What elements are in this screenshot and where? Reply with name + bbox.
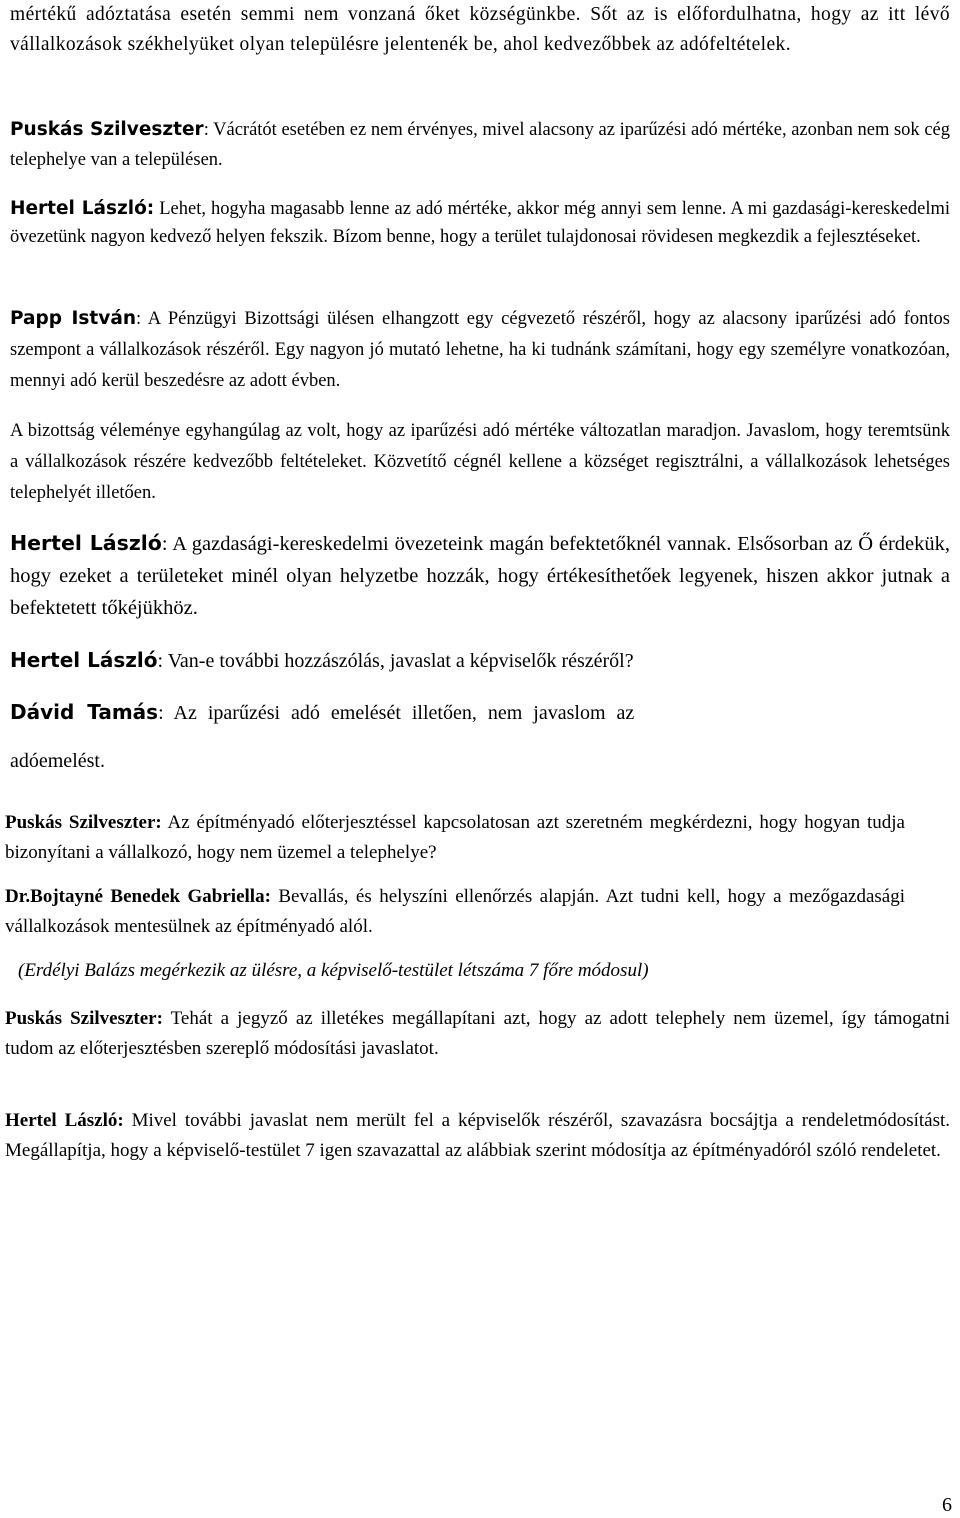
paragraph-text: Lehet, hogyha magasabb lenne az adó mértéke, akkor még annyi sem lenne. A mi gazdasági-kereskedelmi övezetünk nagyon kedvező helyen fekszik. Bízom benne, hogy a terület tulajdonosai rövidesen megkezdik a fejlesztéseket. [10, 199, 951, 247]
paragraph-puskas-3 [5, 1004, 950, 1064]
paragraph-arrival-note [18, 956, 938, 986]
speaker-name: Hertel László [10, 531, 162, 555]
paragraph-text: : A Pénzügyi Bizottsági ülésen elhangzott egy cégvezető részéről, hogy az alacsony iparűzési adó fontos szempont a vállalkozások részéről. Egy nagyon jó mutató lehetne, ha ki tudnánk számítani, hogy egy személyre vonatkozóan, mennyi adó kerül beszedésre az adott évben. [10, 309, 950, 391]
speaker-name: Hertel László: [10, 198, 155, 219]
paragraph-text: : A gazdasági-kereskedelmi övezeteink magán befektetőknél vannak. Elsősorban az Ő érdekük, hogy ezeket a területeket minél olyan helyzetbe hozzák, hogy értékesíthetőek legyenek, hiszen akkor jutnak a befektetett tőkéjükhöz. [10, 533, 950, 619]
paragraph-david [10, 696, 732, 729]
paragraph-papp [10, 303, 950, 397]
speaker-name: Dr.Bojtayné Benedek Gabriella: [5, 886, 271, 907]
speaker-name: Hertel László: [5, 1110, 124, 1131]
speaker-name: Hertel László [10, 648, 158, 672]
paragraph-david-continuation [10, 745, 732, 777]
speaker-name: Puskás Szilveszter [10, 119, 204, 140]
paragraph-puskas-1 [10, 115, 950, 175]
page-number: 6 [942, 1494, 952, 1516]
paragraph-hertel-4 [5, 1106, 950, 1166]
paragraph-continuation [10, 0, 950, 60]
paragraph-text: Bevallás, és helyszíni ellenőrzés alapján. Azt tudni kell, hogy a mezőgazdasági vállalkozások mentesülnek az építményadó alól. [5, 886, 905, 937]
paragraph-text: : Az iparűzési adó emelését illetően, nem javaslom az [158, 702, 635, 724]
paragraph-committee-opinion [10, 416, 950, 509]
paragraph-text: : Van-e további hozzászólás, javaslat a képviselők részéről? [157, 650, 634, 672]
speaker-name: Papp István [10, 308, 136, 329]
paragraph-text: Mivel további javaslat nem merült fel a képviselők részéről, szavazásra bocsájtja a rendeletmódosítást. Megállapítja, hogy a képviselő-testület 7 igen szavazattal az alábbiak szerint módosítja az építményadóról szóló rendeletet. [5, 1110, 951, 1161]
speaker-name: Puskás Szilveszter: [5, 812, 162, 833]
speaker-name: Puskás Szilveszter: [5, 1008, 163, 1029]
paragraph-text: A bizottság véleménye egyhangúlag az volt, hogy az iparűzési adó mértéke változatlan maradjon. Javaslom, hogy teremtsünk a vállalkozások részére kedvezőbb feltételeket. Közvetítő cégnél kellene a községet regisztrálni, a vállalkozások lehetséges telephelyét illetően. [10, 421, 950, 503]
paragraph-text: (Erdélyi Balázs megérkezik az ülésre, a képviselő-testület létszáma 7 főre módosul) [18, 960, 649, 981]
paragraph-bojtayne [5, 882, 905, 942]
paragraph-text: : Vácrátót esetében ez nem érvényes, mivel alacsony az iparűzési adó mértéke, azonban nem sok cég telephelye van a településen. [10, 120, 951, 170]
paragraph-hertel-1 [10, 195, 950, 251]
paragraph-text: adóemelést. [10, 750, 105, 772]
paragraph-puskas-2 [5, 808, 905, 868]
speaker-name: Dávid Tamás [10, 700, 159, 724]
paragraph-hertel-2 [10, 527, 950, 624]
paragraph-hertel-3 [10, 644, 950, 677]
paragraph-text: mértékű adóztatása esetén semmi nem vonzaná őket községünkbe. Sőt az is előfordulhatna, hogy az itt lévő vállalkozások székhelyüket olyan településre jelentenék be, ahol kedvezőbbek az adófeltételek. [10, 4, 950, 55]
paragraph-text: Az építményadó előterjesztéssel kapcsolatosan azt szeretném megkérdezni, hogy hogyan tudja bizonyítani a vállalkozó, hogy nem üzemel a telephelye? [5, 812, 905, 863]
paragraph-text: Tehát a jegyző az illetékes megállapítani azt, hogy az adott telephely nem üzemel, így támogatni tudom az előterjesztésben szereplő módosítási javaslatot. [5, 1008, 950, 1059]
